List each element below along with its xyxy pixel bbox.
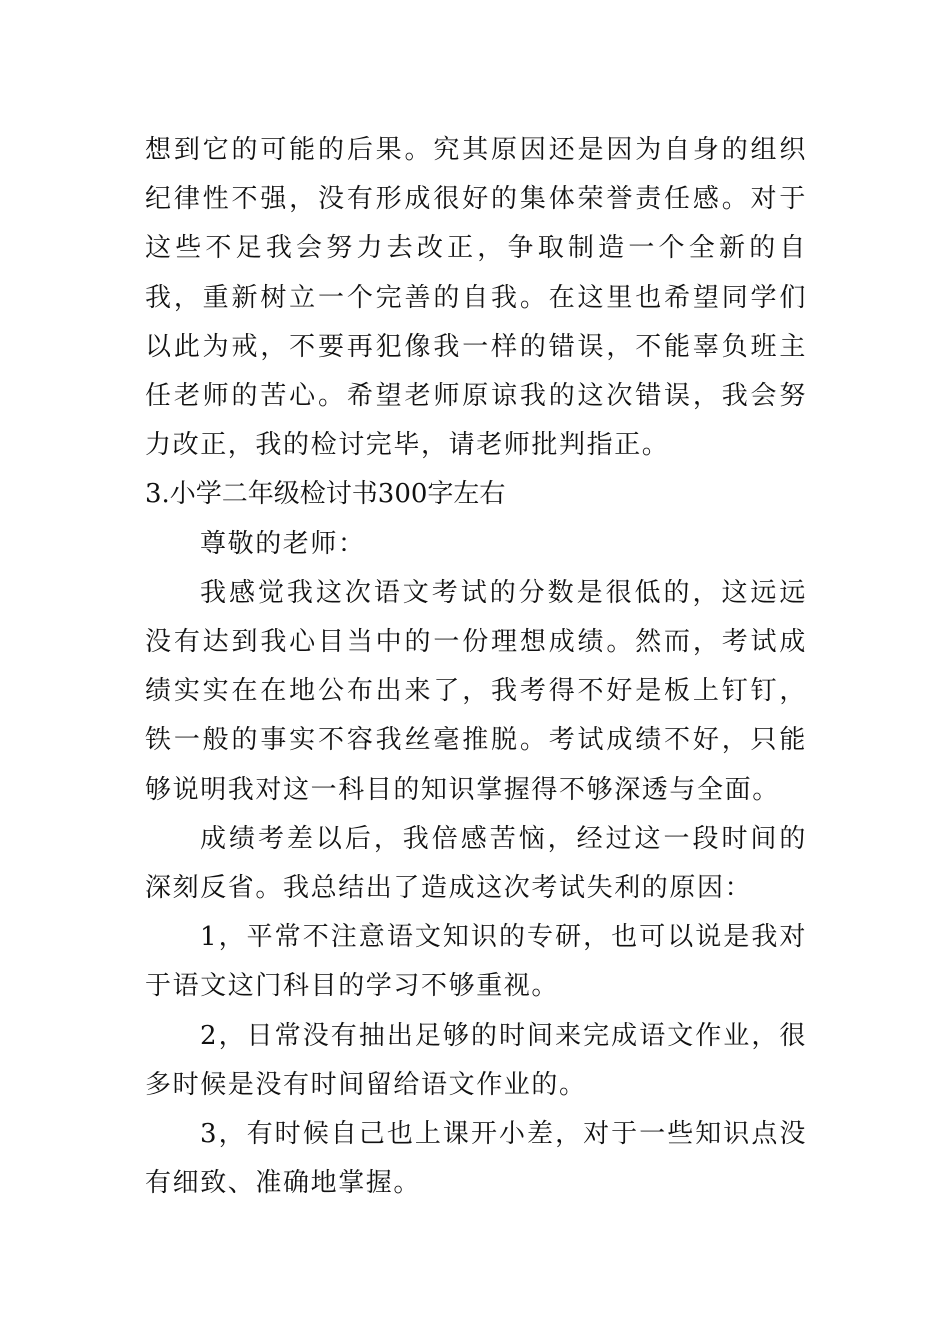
salutation: 尊敬的老师： [200,528,366,559]
section-title: 3.小学二年级检讨书300字左右 [145,479,506,510]
paragraph-continued: 想到它的可能的后果。究其原因还是因为自身的组织纪律性不强，没有形成很好的集体荣誉责任感。对于这些不足我会努力去改正，争取制造一个全新的自我，重新树立一个完善的自我。在这里也希望同学们以此为戒，不要再犯像我一样的错误，不能辜负班主任老师的苦心。希望老师原谅我的这次错误，我会努力改正，我的检讨完毕，请老师批判指正。 [145,135,807,461]
body-paragraph: 成绩考差以后，我倍感苦恼，经过这一段时间的深刻反省。我总结出了造成这次考试失利的原因： [145,823,807,904]
body-paragraph: 我感觉我这次语文考试的分数是很低的，这远远没有达到我心目当中的一份理想成绩。然而，考试成绩实实在在地公布出来了，我考得不好是板上钉钉，铁一般的事实不容我丝毫推脱。考试成绩不好，只能够说明我对这一科目的知识掌握得不够深透与全面。 [145,577,807,805]
list-item: 2，日常没有抽出足够的时间来完成语文作业，很多时候是没有时间留给语文作业的。 [145,1020,807,1100]
list-item: 1，平常不注意语文知识的专研，也可以说是我对于语文这门科目的学习不够重视。 [145,922,807,1002]
list-item: 3，有时候自己也上课开小差，对于一些知识点没有细致、准确地掌握。 [145,1119,807,1199]
document-content [145,126,807,1208]
